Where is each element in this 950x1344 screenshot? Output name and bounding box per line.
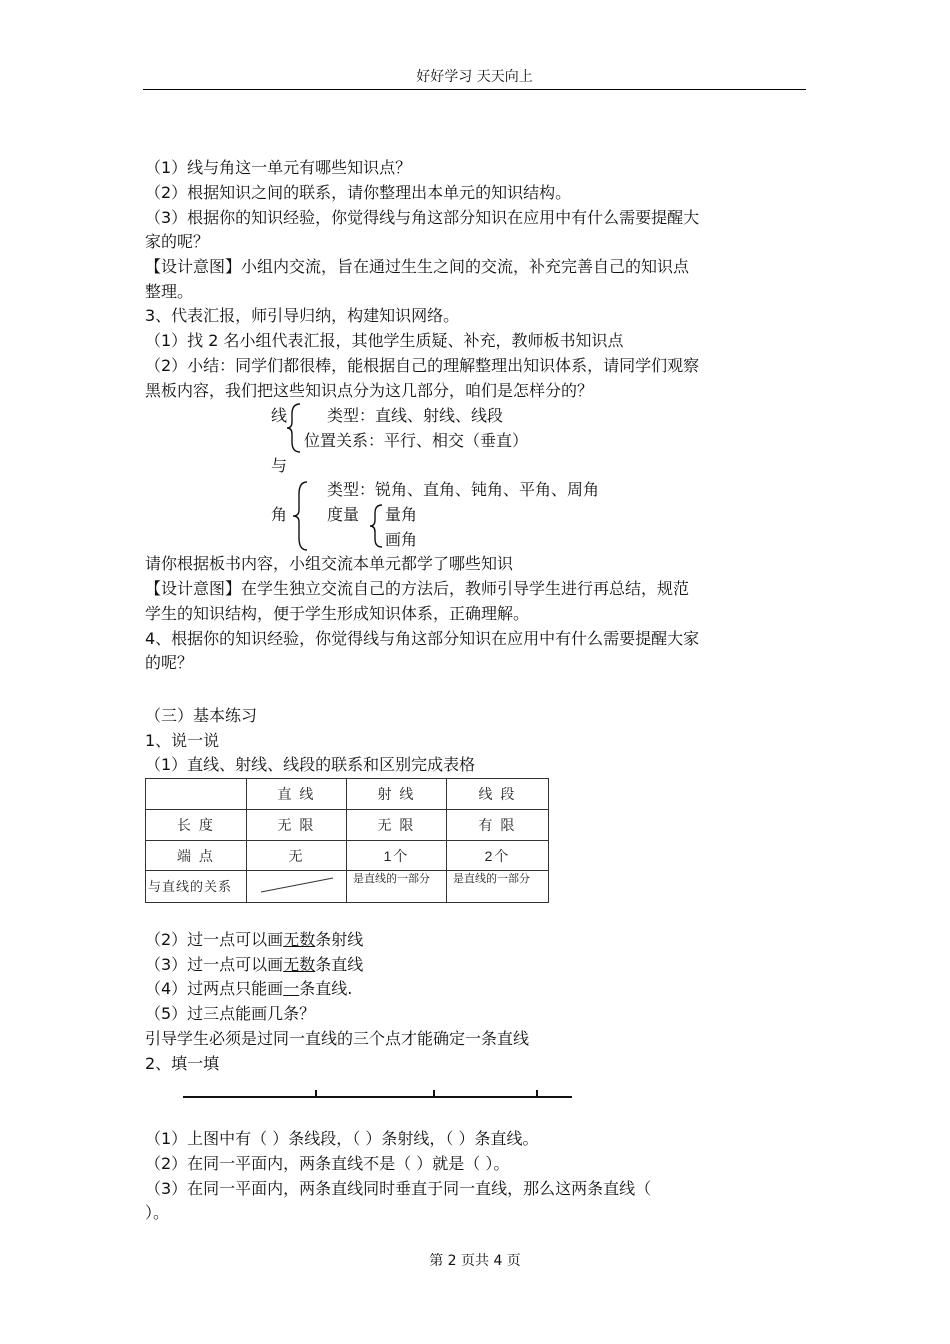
- table-cell: 端 点: [146, 841, 247, 871]
- tree-xian-type: 类型：直线、射线、线段: [327, 406, 504, 425]
- table-header-cell: 直 线: [247, 779, 347, 810]
- tree-hua: 画角: [385, 530, 418, 549]
- question-line: （4）过两点只能画一条直线.: [145, 979, 353, 998]
- table-cell-line-drawing: [247, 871, 347, 903]
- text-line: 的呢？: [145, 653, 194, 672]
- subsection-title: 1、说一说: [145, 731, 220, 750]
- question-line: （2）过一点可以画无数条射线: [145, 930, 364, 949]
- line-comparison-table: [145, 778, 549, 903]
- text-line: 3、代表汇报，师引导归纳，构建知识网络。: [145, 306, 460, 325]
- brace-duliang: [368, 503, 384, 549]
- answer-underlined: 一: [283, 979, 300, 998]
- text-line: 4、根据你的知识经验，你觉得线与角这部分知识在应用中有什么需要提醒大家: [145, 629, 700, 648]
- text-line: （3）根据你的知识经验，你觉得线与角这部分知识在应用中有什么需要提醒大: [145, 208, 700, 227]
- table-cell: 2个: [447, 841, 549, 871]
- question-line: （5）过三点能画几条？: [145, 1004, 316, 1023]
- table-cell: 无 限: [347, 810, 447, 841]
- table-cell: 是直线的一部分: [447, 871, 549, 903]
- table-header-cell: 射 线: [347, 779, 447, 810]
- fill-line: （1）上图中有（ ）条线段，（ ）条射线，（ ）条直线。: [145, 1129, 539, 1148]
- fill-line: （3）在同一平面内，两条直线同时垂直于同一直线，那么这两条直线（: [145, 1179, 652, 1198]
- text-line: 请你根据板书内容，小组交流本单元都学了哪些知识: [145, 554, 514, 573]
- text-line: 整理。: [145, 282, 194, 301]
- text-line: 家的呢？: [145, 232, 210, 251]
- line-segment-drawing: [257, 875, 337, 895]
- line-figure: [180, 1085, 575, 1105]
- tree-yu: 与: [271, 456, 288, 475]
- page-footer: 第 2 页共 4 页: [429, 1253, 521, 1269]
- text-line: （1）线与角这一单元有哪些知识点？: [145, 158, 412, 177]
- tree-xian: 线: [271, 406, 288, 425]
- table-cell: 1个: [347, 841, 447, 871]
- text-line: 学生的知识结构，便于学生形成知识体系，正确理解。: [145, 604, 530, 623]
- section-title: （三）基本练习: [145, 706, 258, 725]
- tree-jiao: 角: [271, 505, 288, 524]
- brace-jiao: [291, 480, 309, 552]
- table-cell: 与直线的关系: [146, 871, 247, 903]
- table-cell: 有 限: [447, 810, 549, 841]
- tree-duliang: 度量: [327, 505, 360, 524]
- text-line: （1）找 2 名小组代表汇报，其他学生质疑、补充，教师板书知识点: [145, 331, 624, 350]
- table-cell: 无: [247, 841, 347, 871]
- fill-line: ）。: [145, 1203, 170, 1222]
- fill-line: （2）在同一平面内，两条直线不是（ ）就是（ ）。: [145, 1154, 510, 1173]
- tree-jiao-type: 类型：锐角、直角、钝角、平角、周角: [327, 480, 600, 499]
- brace-xian: [286, 402, 302, 454]
- text-line: 引导学生必须是过同一直线的三个点才能确定一条直线: [145, 1029, 530, 1048]
- text-line: （2）根据知识之间的联系，请你整理出本单元的知识结构。: [145, 183, 572, 202]
- question-line: （3）过一点可以画无数条直线: [145, 955, 364, 974]
- text-line: 【设计意图】在学生独立交流自己的方法后，教师引导学生进行再总结，规范: [145, 579, 690, 598]
- table-header-cell: 线 段: [447, 779, 549, 810]
- table-cell: 无 限: [247, 810, 347, 841]
- page-header: 好好学习 天天向上: [143, 68, 806, 90]
- table-header-cell: [146, 779, 247, 810]
- text-line: （2）小结：同学们都很棒，能根据自己的理解整理出知识体系，请同学们观察: [145, 356, 700, 375]
- question-line: （1）直线、射线、线段的联系和区别完成表格: [145, 755, 476, 774]
- table-cell: 长 度: [146, 810, 247, 841]
- subsection-title: 2、填一填: [145, 1054, 220, 1073]
- answer-underlined: 无数: [283, 930, 316, 949]
- tree-liang: 量角: [385, 505, 418, 524]
- answer-underlined: 无数: [283, 955, 316, 974]
- table-cell: 是直线的一部分: [347, 871, 447, 903]
- tree-xian-pos: 位置关系：平行、相交（垂直）: [304, 431, 529, 450]
- text-line: 黑板内容，我们把这些知识点分为这几部分，咱们是怎样分的？: [145, 381, 594, 400]
- text-line: 【设计意图】小组内交流，旨在通过生生之间的交流，补充完善自己的知识点: [145, 257, 690, 276]
